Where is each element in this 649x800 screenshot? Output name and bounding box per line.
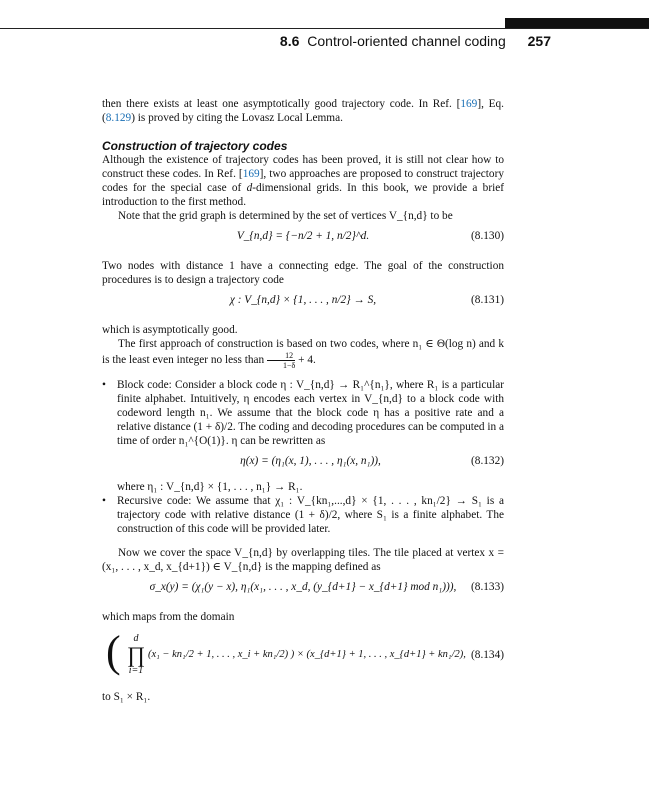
text: -dimensional grids. In this book, we provide a brief introduction to the first method. (102, 182, 504, 208)
list-item (102, 378, 504, 494)
section-number: 8.6 (279, 33, 300, 49)
text: ], Eq. ( (102, 98, 504, 124)
equation-link[interactable]: 8.129 (105, 112, 132, 124)
page-body (102, 97, 504, 704)
text: Block code: Consider a block code η : V_{n,d} → R₁^{n₁}, where R₁ is a particular finite alphabet. Intuitively, η encodes each vertex in V_{n,d} to a block code with codeword length n₁. We assume that the block code η has a positive rate and a relative distance (1 + δ)/2. The coding and decoding procedures can be computed in a time of order n₁^{O(1)}. η can be rewritten as (117, 379, 504, 447)
bullet-icon: • (102, 495, 106, 507)
equation-number: (8.133) (471, 581, 504, 593)
equation-8-130 (102, 223, 504, 249)
product-symbol: ∏ (126, 642, 146, 667)
citation-link[interactable]: 169 (242, 168, 260, 180)
equation-8-134 (102, 627, 504, 680)
running-header (280, 33, 551, 49)
page-number: 257 (527, 33, 551, 49)
equation-body: (x₁ − kn₁/2 + 1, . . . , x_i + kn₁/2) ) × (x_{d+1} + 1, . . . , x_{d+1} + kn₁/2), (148, 649, 466, 660)
fraction-numerator: 12 (267, 351, 295, 361)
paragraph-4: Two nodes with distance 1 have a connecting edge. The goal of the construction procedures is to design a trajectory code (102, 260, 504, 286)
product-upper: d (133, 633, 139, 644)
text: Although the existence of trajectory codes has been proved, it is still not clear how to construct these codes. In Ref. [ (102, 154, 504, 180)
equation-number: (8.134) (471, 649, 504, 661)
list-item (102, 494, 504, 536)
equation-body: σ_x(y) = (χ₁(y − x), η₁(x₁, . . . , x_d, (y_{d+1} − x_{d+1} mod n₁))), (149, 581, 457, 593)
equation-body: χ : V_{n,d} × {1, . . . , n/2} → S, (229, 294, 377, 306)
subsection-heading: Construction of trajectory codes (102, 139, 288, 153)
product-operator (126, 634, 146, 676)
bullet-list (102, 378, 504, 536)
text: The first approach of construction is based on two codes, where n₁ ∈ Θ(log n) and k is the least even integer no less than (102, 338, 504, 367)
paragraph-9: to S₁ × R₁. (102, 691, 151, 703)
text: ) is proved by citing the Lovasz Local Lemma. (131, 112, 343, 124)
paragraph-1 (102, 97, 504, 125)
citation-link[interactable]: 169 (460, 98, 478, 110)
text: + 4. (298, 354, 316, 367)
text: Recursive code: We assume that χ₁ : V_{kn₁,...,d} × {1, . . . , kn₁/2} → S₁ is a trajectory code with relative distance (1 + δ)/2, where S₁ is a finite alphabet. The construction of this code will be provided later. (117, 495, 504, 535)
equation-number: (8.131) (471, 294, 504, 306)
equation-number: (8.130) (471, 230, 504, 242)
equation-8-132 (117, 448, 504, 474)
product-lower: i=1 (128, 665, 144, 676)
header-bar (505, 18, 649, 28)
paragraph-3: Note that the grid graph is determined by the set of vertices V_{n,d} to be (118, 210, 453, 222)
where-line: where η₁ : V_{n,d} × {1, . . . , n₁} → R₁. (117, 481, 303, 493)
header-rule (0, 28, 649, 29)
math-var: d (246, 182, 253, 194)
paragraph-6 (102, 337, 504, 370)
paragraph-7: Now we cover the space V_{n,d} by overlapping tiles. The tile placed at vertex x = (x₁, . . . , x_d, x_{d+1}) ∈ V_{n,d} is the mapping defined as (102, 547, 504, 573)
left-paren: ( (106, 627, 121, 676)
bullet-icon: • (102, 379, 106, 391)
equation-number: (8.132) (471, 455, 504, 467)
text: then there exists at least one asymptotically good trajectory code. In Ref. [ (102, 98, 461, 110)
fraction-denominator: 1−δ (283, 361, 296, 370)
equation-body: η(x) = (η₁(x, 1), . . . , η₁(x, n₁)), (240, 455, 381, 467)
fraction (267, 351, 295, 370)
equation-body: V_{n,d} = {−n/2 + 1, n/2}^d. (236, 230, 370, 242)
equation-8-133 (102, 574, 504, 600)
paragraph-8: which maps from the domain (102, 611, 235, 623)
text: ], two approaches are proposed to construct trajectory codes for the special case of (102, 168, 504, 194)
paragraph-2 (102, 153, 504, 209)
section-title: Control-oriented channel coding (307, 33, 506, 49)
paragraph-5: which is asymptotically good. (102, 324, 238, 336)
equation-8-131 (102, 287, 504, 313)
